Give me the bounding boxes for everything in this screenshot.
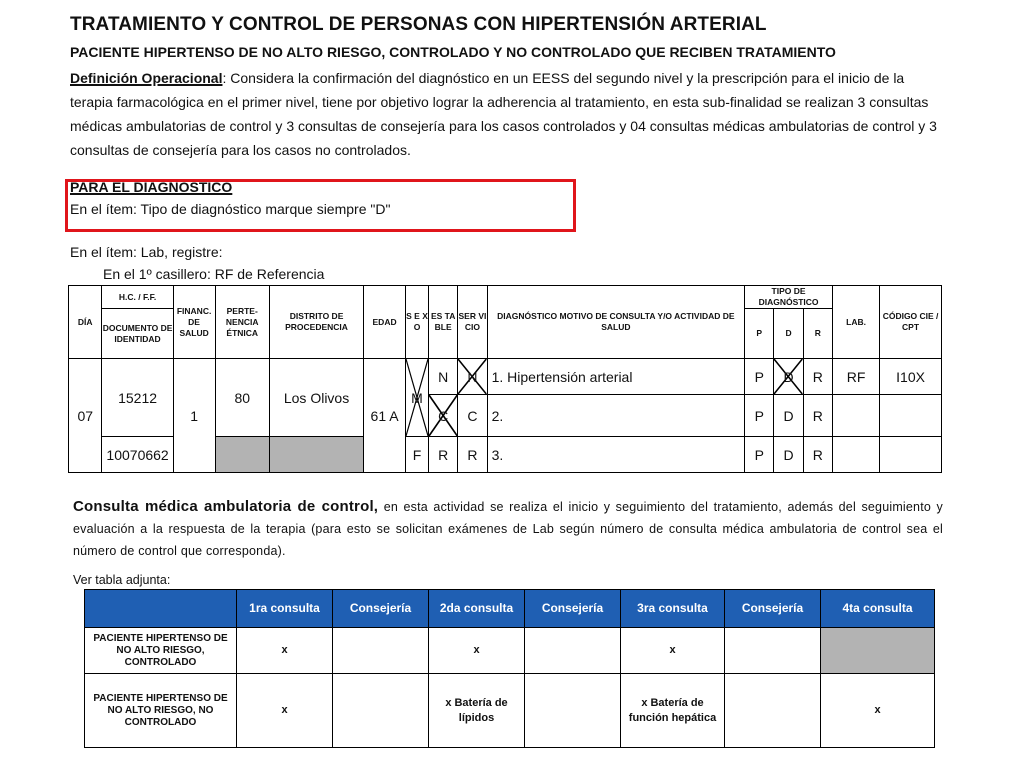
header-codigo: CÓDIGO CIE / CPT — [880, 286, 942, 359]
sched-cell: x — [237, 628, 333, 674]
cell-diag-1: 1. Hipertensión arterial — [487, 359, 744, 395]
lab-note-line2: En el 1º casillero: RF de Referencia — [103, 266, 325, 282]
ver-tabla-label: Ver tabla adjunta: — [73, 573, 171, 587]
cell-lab-2 — [833, 395, 880, 437]
cell-est-1: N — [429, 359, 458, 395]
consulta-paragraph — [73, 496, 943, 562]
header-d: D — [774, 309, 803, 359]
cell-r-2: R — [803, 395, 832, 437]
sexo-m-label: M — [411, 389, 423, 406]
cell-hc: 15212 — [102, 359, 173, 437]
header-estable: ES TA BLE — [429, 286, 458, 359]
cell-r-1: R — [803, 359, 832, 395]
cell-dia: 07 — [69, 359, 102, 473]
sched-cell — [525, 674, 621, 748]
sched-header-3: 2da consulta — [429, 590, 525, 628]
sched-cell — [333, 628, 429, 674]
cell-doc: 10070662 — [102, 437, 173, 473]
header-edad: EDAD — [364, 286, 406, 359]
page-subtitle: PACIENTE HIPERTENSO DE NO ALTO RIESGO, CONTROLADO Y NO CONTROLADO QUE RECIBEN TRATAMIENTO — [70, 44, 836, 60]
ser-1-label: N — [467, 368, 478, 385]
his-form-table — [68, 285, 942, 473]
sched-cell: x — [237, 674, 333, 748]
sched-cell: x — [621, 628, 725, 674]
cell-p-3: P — [745, 437, 774, 473]
cell-p-2: P — [745, 395, 774, 437]
lab-note-line1: En el ítem: Lab, registre: — [70, 244, 223, 260]
cell-lab-3 — [833, 437, 880, 473]
cell-cod-1: I10X — [880, 359, 942, 395]
header-p: P — [745, 309, 774, 359]
sched-header-5: 3ra consulta — [621, 590, 725, 628]
cell-ser-3: R — [458, 437, 487, 473]
sched-cell — [333, 674, 429, 748]
header-financ: FINANC. DE SALUD — [173, 286, 215, 359]
cell-financ: 1 — [173, 359, 215, 473]
cell-cod-2 — [880, 395, 942, 437]
d-1-label: D — [783, 368, 794, 385]
cell-sexo-m — [406, 359, 429, 437]
sched-cell — [725, 628, 821, 674]
cell-ser-1 — [458, 359, 487, 395]
header-r: R — [803, 309, 832, 359]
header-tipo: TIPO DE DIAGNÓSTICO — [745, 286, 833, 309]
cell-lab-1: RF — [833, 359, 880, 395]
consulta-lead: Consulta médica ambulatoria de control, — [73, 498, 379, 515]
cell-diag-2: 2. — [487, 395, 744, 437]
consulta-text: en esta actividad se realiza el inicio y seguimiento del tratamiento, además del seguimiento y evaluación a la respuesta de la terapia (para esto se solicitan exámenes de Lab según número de consulta médica ambulatoria de control sea el número de control que corresponda). — [73, 500, 943, 558]
sched-cell: x — [821, 674, 935, 748]
sched-header-6: Consejería — [725, 590, 821, 628]
cell-sexo-f: F — [406, 437, 429, 473]
header-doc: DOCUMENTO DE IDENTIDAD — [102, 309, 173, 359]
sched-row-label: PACIENTE HIPERTENSO DE NO ALTO RIESGO, CONTROLADO — [85, 628, 237, 674]
cell-est-3: R — [429, 437, 458, 473]
cell-d-3: D — [774, 437, 803, 473]
sched-cell: x Batería de lípidos — [429, 674, 525, 748]
header-sexo: S E X O — [406, 286, 429, 359]
cell-d-1 — [774, 359, 803, 395]
sched-cell: x — [429, 628, 525, 674]
diagnosis-text: En el ítem: Tipo de diagnóstico marque siempre "D" — [70, 201, 391, 217]
definition-label: Definición Operacional — [70, 70, 223, 86]
header-servicio: SER VI CIO — [458, 286, 487, 359]
diagnosis-title: PARA EL DIAGNOSTICO — [70, 179, 233, 195]
cell-distrito: Los Olivos — [269, 359, 363, 437]
header-dia: DÍA — [69, 286, 102, 359]
header-hc: H.C. / F.F. — [102, 286, 173, 309]
page-title: TRATAMIENTO Y CONTROL DE PERSONAS CON HIPERTENSIÓN ARTERIAL — [70, 14, 767, 35]
header-lab: LAB. — [833, 286, 880, 359]
header-diagnostico: DIAGNÓSTICO MOTIVO DE CONSULTA Y/O ACTIVIDAD DE SALUD — [487, 286, 744, 359]
sched-header-1: 1ra consulta — [237, 590, 333, 628]
est-2-label: C — [438, 407, 449, 424]
cell-p-1: P — [745, 359, 774, 395]
cell-cod-3 — [880, 437, 942, 473]
cell-pertenencia-empty — [215, 437, 269, 473]
sched-header-0 — [85, 590, 237, 628]
sched-header-7: 4ta consulta — [821, 590, 935, 628]
cell-d-2: D — [774, 395, 803, 437]
header-distrito: DISTRITO DE PROCEDENCIA — [269, 286, 363, 359]
cell-r-3: R — [803, 437, 832, 473]
cell-ser-2: C — [458, 395, 487, 437]
definition-text: : Considera la confirmación del diagnóstico en un EESS del segundo nivel y la prescripción para el inicio de la terapia farmacológica en el primer nivel, tiene por objetivo lograr la adherencia al tratamiento, en esta sub-finalidad se realizan 3 consultas médicas ambulatorias de control y 3 consultas de consejería para los casos controlados y 04 consultas médicas ambulatorias de control y 3 consultas de consejería para los casos no controlados. — [70, 70, 937, 158]
sched-row-label: PACIENTE HIPERTENSO DE NO ALTO RIESGO, NO CONTROLADO — [85, 674, 237, 748]
sched-header-2: Consejería — [333, 590, 429, 628]
sched-header-4: Consejería — [525, 590, 621, 628]
cell-est-2 — [429, 395, 458, 437]
definition-paragraph — [70, 66, 950, 162]
sched-cell: x Batería de función hepática — [621, 674, 725, 748]
sched-cell-grey — [821, 628, 935, 674]
cell-pertenencia: 80 — [215, 359, 269, 437]
cell-diag-3: 3. — [487, 437, 744, 473]
header-pertenencia: PERTE-NENCIA ÉTNICA — [215, 286, 269, 359]
cell-distrito-empty — [269, 437, 363, 473]
sched-cell — [725, 674, 821, 748]
schedule-table — [84, 589, 935, 748]
cell-edad: 61 A — [364, 359, 406, 473]
sched-cell — [525, 628, 621, 674]
